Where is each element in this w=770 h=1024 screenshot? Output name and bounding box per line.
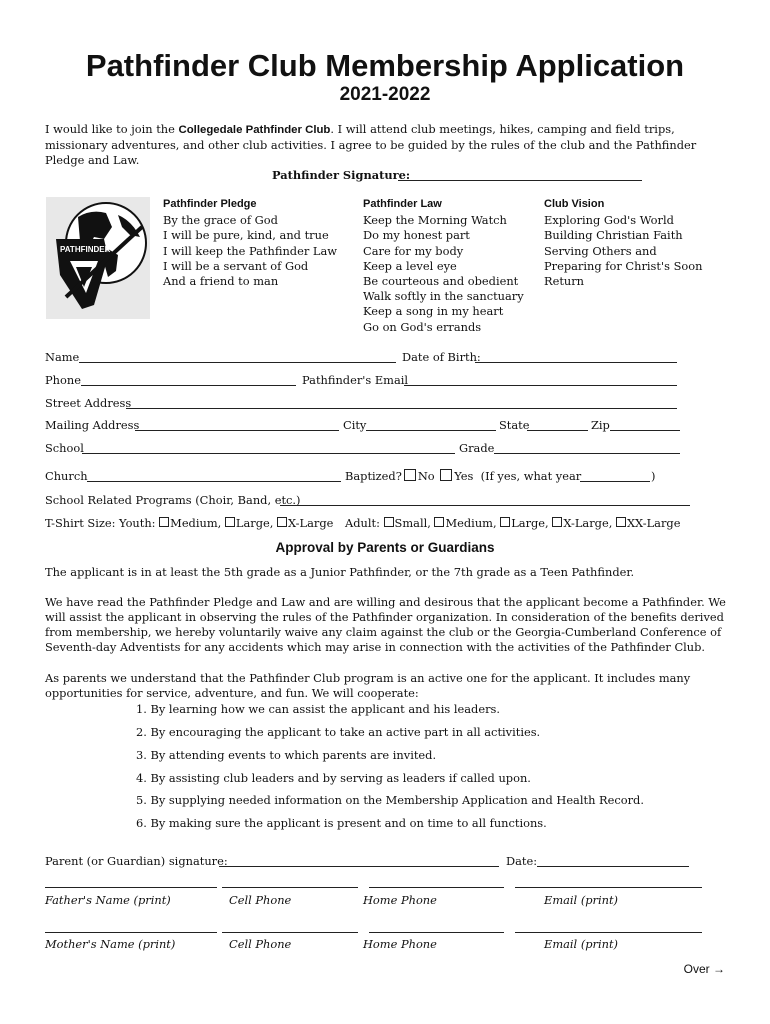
year: 2021-2022: [339, 84, 431, 105]
cooperate-item: 3. By attending events to which parents are invited.: [136, 748, 437, 762]
yes-label: Yes: [454, 469, 474, 483]
email-label: Pathfinder's Email: [302, 373, 409, 387]
grade-field[interactable]: [494, 453, 680, 454]
youth-xlarge-checkbox[interactable]: [277, 517, 287, 527]
law-line: Keep a level eye: [363, 258, 457, 273]
grade-label: Grade: [459, 441, 495, 455]
mother-name-field[interactable]: [45, 932, 217, 933]
parent-signature-label: Parent (or Guardian) signature:: [45, 854, 228, 868]
adult-small-label: Small,: [394, 516, 431, 530]
vision-heading: Club Vision: [544, 198, 605, 210]
vision-line: Return: [544, 274, 585, 289]
state-label: State: [499, 418, 530, 432]
approval-heading: Approval by Parents or Guardians: [275, 540, 495, 555]
youth-medium-checkbox[interactable]: [159, 517, 169, 527]
pledge-heading: Pathfinder Pledge: [163, 198, 257, 210]
parent-date-field[interactable]: [537, 866, 689, 867]
law-line: Keep the Morning Watch: [363, 213, 507, 228]
logo-text: PATHFINDER: [60, 245, 111, 254]
pledge-line: I will be a servant of God: [163, 258, 309, 273]
mailing-field[interactable]: [135, 430, 339, 431]
mother-home-field[interactable]: [369, 932, 504, 933]
club-name: Collegedale Pathfinder Club: [178, 124, 331, 136]
school-field[interactable]: [82, 453, 455, 454]
state-field[interactable]: [527, 430, 588, 431]
tshirt-youth-group: [45, 516, 333, 530]
intro-paragraph: [45, 122, 735, 168]
phone-label: Phone: [45, 373, 81, 387]
approval-p3: As parents we understand that the Pathfinder Club program is an active one for the applicant. It includes many opportunities for service, adventure, and fun. We will cooperate:: [45, 671, 691, 700]
cooperate-item: 6. By making sure the applicant is present and on time to all functions.: [136, 816, 547, 830]
pledge-line: And a friend to man: [163, 274, 279, 289]
over-indicator: [684, 962, 725, 976]
vision-line: Serving Others and: [544, 243, 657, 258]
street-label: Street Address: [45, 396, 132, 410]
city-label: City: [343, 418, 367, 432]
baptized-label: Baptized?: [345, 469, 402, 483]
mother-email-field[interactable]: [515, 932, 702, 933]
signature-line[interactable]: [398, 180, 642, 181]
signature-label: Pathfinder Signature:: [272, 168, 411, 182]
mother-email-label: Email (print): [544, 937, 618, 951]
father-name-field[interactable]: [45, 887, 217, 888]
adult-large-label: Large,: [511, 516, 549, 530]
vision-line: Building Christian Faith: [544, 228, 683, 243]
tshirt-adult-group: [345, 516, 680, 530]
law-column: [363, 197, 524, 335]
baptism-year-field[interactable]: [580, 481, 650, 482]
pledge-column: [163, 197, 337, 289]
law-heading: Pathfinder Law: [363, 198, 442, 210]
adult-medium-checkbox[interactable]: [434, 517, 444, 527]
vision-line: Preparing for Christ's Soon: [544, 258, 703, 273]
youth-large-checkbox[interactable]: [225, 517, 235, 527]
pledge-line: I will be pure, kind, and true: [163, 228, 329, 243]
dob-label: Date of Birth:: [402, 350, 481, 364]
mailing-label: Mailing Address: [45, 418, 140, 432]
parent-signature-field[interactable]: [219, 866, 499, 867]
father-email-field[interactable]: [515, 887, 702, 888]
law-line: Care for my body: [363, 243, 464, 258]
youth-xlarge-label: X-Large: [287, 516, 334, 530]
mother-cell-field[interactable]: [222, 932, 358, 933]
father-email-label: Email (print): [544, 893, 618, 907]
name-field[interactable]: [79, 362, 396, 363]
vision-line: Exploring God's World: [544, 213, 674, 228]
mother-cell-label: Cell Phone: [229, 937, 292, 951]
tshirt-adult-label: Adult:: [345, 516, 380, 530]
cooperate-item: 5. By supplying needed information on the Membership Application and Health Record.: [136, 793, 644, 807]
adult-xlarge-label: X-Large,: [563, 516, 613, 530]
dob-field[interactable]: [475, 362, 677, 363]
mother-home-label: Home Phone: [363, 937, 437, 951]
mother-name-label: Mother's Name (print): [45, 937, 176, 951]
father-cell-label: Cell Phone: [229, 893, 292, 907]
law-line: Do my honest part: [363, 228, 470, 243]
father-home-field[interactable]: [369, 887, 504, 888]
adult-large-checkbox[interactable]: [500, 517, 510, 527]
city-field[interactable]: [366, 430, 496, 431]
vision-column: [544, 197, 702, 289]
pathfinder-logo: [46, 197, 150, 319]
street-field[interactable]: [126, 408, 677, 409]
programs-field[interactable]: [280, 505, 690, 506]
father-home-label: Home Phone: [363, 893, 437, 907]
if-yes-label: (If yes, what year: [480, 469, 582, 483]
baptized-group: [345, 469, 581, 483]
adult-medium-label: Medium,: [445, 516, 497, 530]
adult-xxlarge-label: XX-Large: [626, 516, 681, 530]
youth-medium-label: Medium,: [170, 516, 222, 530]
cooperate-item: 4. By assisting club leaders and by serving as leaders if called upon.: [136, 771, 531, 785]
church-field[interactable]: [87, 481, 341, 482]
approval-p1: The applicant is in at least the 5th grade as a Junior Pathfinder, or the 7th grade as a Teen Pathfinder.: [45, 565, 635, 579]
intro-prefix: I would like to join the: [45, 122, 179, 136]
if-yes-close: ): [651, 469, 656, 483]
over-label: Over: [683, 962, 710, 976]
page-title: Pathfinder Club Membership Application: [85, 48, 685, 83]
zip-label: Zip: [591, 418, 610, 432]
cooperate-item: 2. By encouraging the applicant to take an active part in all activities.: [136, 725, 541, 739]
no-label: No: [417, 469, 435, 483]
church-label: Church: [45, 469, 88, 483]
arrow-right-icon: →: [713, 962, 725, 976]
law-line: Go on God's errands: [363, 319, 482, 334]
zip-field[interactable]: [610, 430, 680, 431]
law-line: Walk softly in the sanctuary: [363, 289, 524, 304]
youth-large-label: Large,: [235, 516, 274, 530]
school-label: School: [45, 441, 84, 455]
tshirt-youth-label: T-Shirt Size: Youth:: [45, 516, 156, 530]
adult-xxlarge-checkbox[interactable]: [616, 517, 626, 527]
no-checkbox[interactable]: [404, 469, 416, 481]
adult-small-checkbox[interactable]: [384, 517, 394, 527]
programs-label: School Related Programs (Choir, Band, etc.): [45, 493, 301, 507]
law-line: Keep a song in my heart: [363, 304, 504, 319]
approval-p2: We have read the Pathfinder Pledge and Law and are willing and desirous that the applicant become a Pathfinder. We will assist the applicant in observing the rules of the Pathfinder organization. In consideration of the benefits derived from membership, we hereby voluntarily waive any claim against the club or the Georgia-Cumberland Conference of Seventh-day Adventists for any accidents which may arise in connection with the activities of the Pathfinder Club.: [45, 595, 726, 654]
phone-field[interactable]: [81, 385, 296, 386]
adult-xlarge-checkbox[interactable]: [552, 517, 562, 527]
pledge-line: I will keep the Pathfinder Law: [163, 243, 337, 258]
parent-date-label: Date:: [506, 854, 538, 868]
law-line: Be courteous and obedient: [363, 274, 519, 289]
intro-suffix: . I will attend club meetings, hikes, camping and field trips, missionary adventures, and other club activities. I agree to be guided by the rules of the club and the Pathfinder Pledge and Law.: [45, 122, 697, 167]
father-cell-field[interactable]: [222, 887, 358, 888]
email-field[interactable]: [404, 385, 677, 386]
pledge-line: By the grace of God: [163, 213, 278, 228]
yes-checkbox[interactable]: [440, 469, 452, 481]
father-name-label: Father's Name (print): [45, 893, 171, 907]
name-label: Name: [45, 350, 80, 364]
cooperate-item: 1. By learning how we can assist the applicant and his leaders.: [136, 702, 500, 716]
